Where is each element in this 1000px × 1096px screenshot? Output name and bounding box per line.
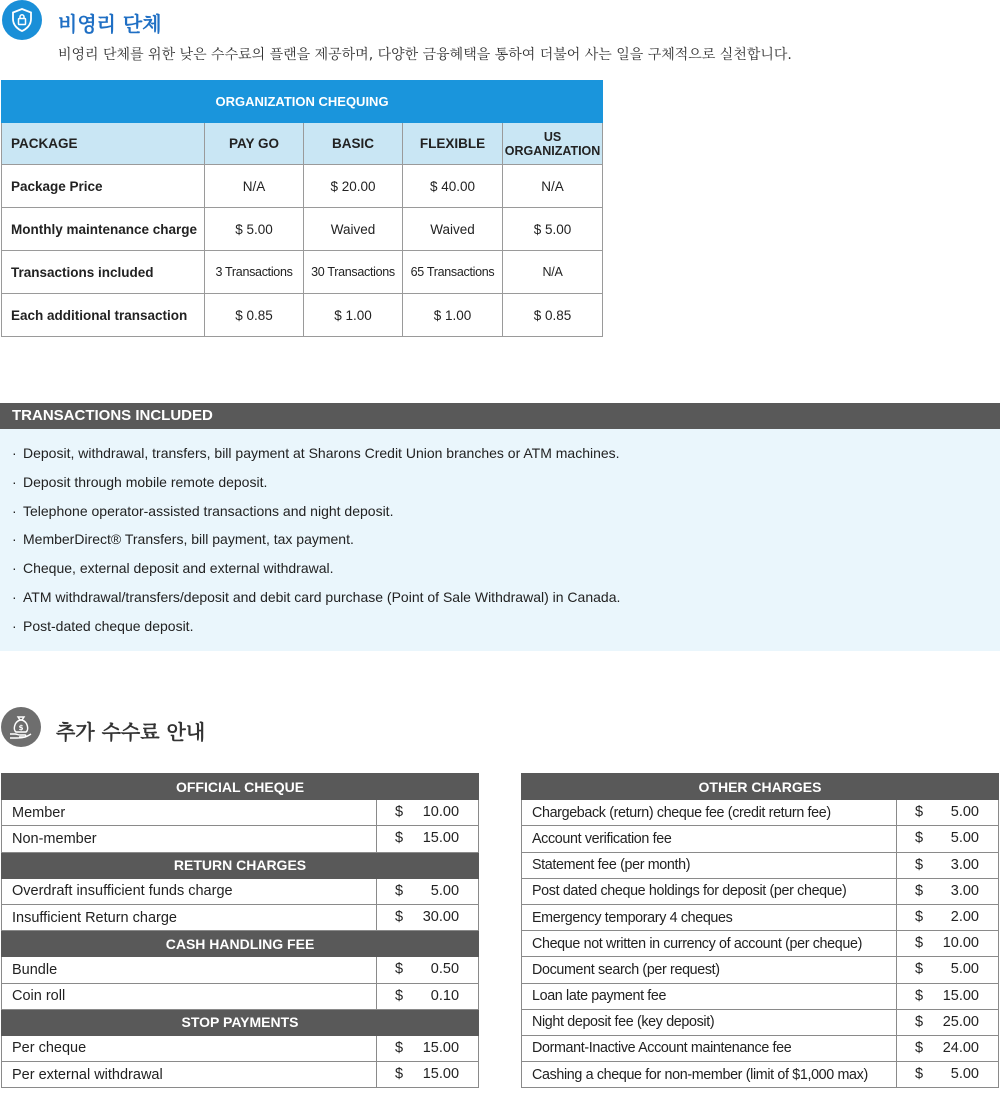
fee-row — [2, 1035, 479, 1061]
table-row — [2, 165, 603, 208]
currency-symbol: $ — [915, 908, 924, 925]
fee-section-title: CASH HANDLING FEE — [2, 931, 479, 957]
fee-row — [2, 1062, 479, 1088]
fee-label: Loan late payment fee — [522, 983, 897, 1009]
fee-amount-cell — [377, 957, 479, 983]
fee-section-title: RETURN CHARGES — [2, 852, 479, 878]
fee-amount-cell — [377, 1062, 479, 1088]
fee-row — [522, 878, 999, 904]
list-item — [12, 617, 1000, 646]
fee-amount-cell — [377, 878, 479, 904]
fee-label: Member — [2, 800, 377, 826]
shield-lock-icon — [2, 0, 42, 40]
currency-symbol: $ — [395, 1066, 404, 1083]
transactions-included-header: TRANSACTIONS INCLUDED — [0, 403, 1000, 429]
fee-amount: 5.00 — [950, 830, 979, 847]
table-cell: $ 1.00 — [304, 294, 403, 337]
fee-row — [522, 1062, 999, 1088]
fee-amount: 10.00 — [942, 935, 979, 952]
fee-amount: 15.00 — [422, 830, 460, 847]
list-item-text: MemberDirect® Transfers, bill payment, tax payment. — [23, 531, 354, 548]
fee-row — [522, 957, 999, 983]
fee-amount-cell — [377, 826, 479, 852]
fee-label: Statement fee (per month) — [522, 852, 897, 878]
list-item — [12, 588, 1000, 617]
fees-left-table — [1, 773, 479, 1088]
fee-row — [2, 878, 479, 904]
table-cell: Waived — [304, 208, 403, 251]
fee-label: Per external withdrawal — [2, 1062, 377, 1088]
fee-amount: 3.00 — [950, 856, 979, 873]
fee-amount: 15.00 — [422, 1066, 460, 1083]
transactions-included-box — [0, 429, 1000, 651]
fee-amount-cell — [897, 931, 999, 957]
fee-amount: 25.00 — [942, 1013, 979, 1030]
bullet: · — [12, 560, 17, 577]
money-bag-hand-icon — [1, 707, 41, 747]
column-header: PACKAGE — [2, 123, 205, 165]
currency-symbol: $ — [915, 1039, 924, 1056]
currency-symbol: $ — [915, 882, 924, 899]
other-charges-table — [521, 773, 999, 1088]
table-cell: N/A — [503, 165, 603, 208]
fee-row — [2, 800, 479, 826]
fee-amount: 5.00 — [950, 804, 979, 821]
table-row — [2, 294, 603, 337]
fee-amount-cell — [897, 1062, 999, 1088]
list-item — [12, 444, 1000, 473]
bullet: · — [12, 588, 17, 605]
section-header-row — [2, 774, 479, 800]
fee-amount: 0.10 — [430, 987, 460, 1004]
currency-symbol: $ — [915, 1013, 924, 1030]
table-cell: $ 20.00 — [304, 165, 403, 208]
column-header: US ORGANIZATION — [503, 123, 603, 165]
currency-symbol: $ — [915, 935, 924, 952]
table-cell: $ 5.00 — [205, 208, 304, 251]
fee-amount: 10.00 — [422, 804, 460, 821]
table-cell: $ 5.00 — [503, 208, 603, 251]
currency-symbol: $ — [915, 961, 924, 978]
row-label: Monthly maintenance charge — [2, 208, 205, 251]
fee-row — [522, 1009, 999, 1035]
currency-symbol: $ — [395, 1039, 404, 1056]
column-header: PAY GO — [205, 123, 304, 165]
fee-label: Emergency temporary 4 cheques — [522, 904, 897, 930]
fee-amount-cell — [377, 983, 479, 1009]
list-item — [12, 530, 1000, 559]
currency-symbol: $ — [395, 987, 404, 1004]
fee-amount-cell — [897, 904, 999, 930]
fee-label: Non-member — [2, 826, 377, 852]
fee-label: Dormant-Inactive Account maintenance fee — [522, 1035, 897, 1061]
fee-amount-cell — [897, 878, 999, 904]
currency-symbol: $ — [915, 1066, 924, 1083]
fee-row — [522, 800, 999, 826]
table-cell: N/A — [205, 165, 304, 208]
fee-amount-cell — [377, 800, 479, 826]
fee-amount-cell — [897, 957, 999, 983]
list-item-text: Deposit through mobile remote deposit. — [23, 473, 268, 490]
transactions-list — [0, 429, 1000, 646]
table-caption: ORGANIZATION CHEQUING — [2, 81, 603, 123]
fee-amount: 5.00 — [950, 961, 979, 978]
bullet: · — [12, 617, 17, 634]
column-header: FLEXIBLE — [403, 123, 503, 165]
fee-label: Account verification fee — [522, 826, 897, 852]
table-row — [2, 208, 603, 251]
list-item — [12, 502, 1000, 531]
fee-amount: 15.00 — [942, 987, 979, 1004]
table-cell: 3 Transactions — [205, 251, 304, 294]
fee-label: Overdraft insufficient funds charge — [2, 878, 377, 904]
table-row — [2, 251, 603, 294]
fee-amount-cell — [897, 983, 999, 1009]
fee-label: Cheque not written in currency of account (per cheque) — [522, 931, 897, 957]
currency-symbol: $ — [915, 987, 924, 1004]
fee-amount: 5.00 — [950, 1066, 979, 1083]
fee-amount: 15.00 — [422, 1039, 460, 1056]
fee-section-title: STOP PAYMENTS — [2, 1009, 479, 1035]
organization-chequing-table — [1, 80, 603, 337]
section-header-row — [2, 931, 479, 957]
fee-label: Chargeback (return) cheque fee (credit return fee) — [522, 800, 897, 826]
fee-section-title: OFFICIAL CHEQUE — [2, 774, 479, 800]
fee-label: Insufficient Return charge — [2, 904, 377, 930]
column-header: BASIC — [304, 123, 403, 165]
fee-amount: 3.00 — [950, 882, 979, 899]
currency-symbol: $ — [395, 804, 404, 821]
section-header-row — [522, 774, 999, 800]
bullet: · — [12, 445, 17, 461]
list-item — [12, 473, 1000, 502]
table-cell: $ 0.85 — [205, 294, 304, 337]
section-description: 비영리 단체를 위한 낮은 수수료의 플랜을 제공하며, 다양한 금융혜택을 통하여 더불어 사는 일을 구체적으로 실천합니다. — [58, 47, 792, 63]
list-item-text: Telephone operator-assisted transactions and night deposit. — [23, 502, 394, 519]
list-item-text: Post-dated cheque deposit. — [23, 617, 194, 634]
currency-symbol: $ — [395, 830, 404, 847]
fee-row — [2, 957, 479, 983]
fee-label: Night deposit fee (key deposit) — [522, 1009, 897, 1035]
currency-symbol: $ — [395, 961, 404, 978]
fee-amount-cell — [377, 1035, 479, 1061]
fee-amount: 5.00 — [430, 882, 460, 899]
fee-amount: 24.00 — [942, 1039, 979, 1056]
fee-label: Cashing a cheque for non-member (limit of $1,000 max) — [522, 1062, 897, 1088]
section-header-row — [2, 1009, 479, 1035]
fee-row — [522, 852, 999, 878]
fee-label: Coin roll — [2, 983, 377, 1009]
row-label: Each additional transaction — [2, 294, 205, 337]
currency-symbol: $ — [395, 908, 404, 925]
list-item-text: Deposit, withdrawal, transfers, bill payment at Sharons Credit Union branches or ATM machines. — [23, 445, 620, 461]
list-item — [12, 559, 1000, 588]
table-cell: $ 40.00 — [403, 165, 503, 208]
bullet: · — [12, 502, 17, 519]
bullet: · — [12, 473, 17, 490]
table-cell: 30 Transactions — [304, 251, 403, 294]
table-cell: N/A — [503, 251, 603, 294]
fee-row — [2, 983, 479, 1009]
fee-amount: 2.00 — [950, 908, 979, 925]
section-header-row — [2, 852, 479, 878]
fee-amount-cell — [897, 1009, 999, 1035]
row-label: Package Price — [2, 165, 205, 208]
fee-row — [522, 904, 999, 930]
section-title: 비영리 단체 — [58, 12, 162, 36]
fee-section-title: OTHER CHARGES — [522, 774, 999, 800]
bullet: · — [12, 531, 17, 548]
fee-amount: 30.00 — [422, 908, 460, 925]
table-cell: Waived — [403, 208, 503, 251]
currency-symbol: $ — [395, 882, 404, 899]
section-title-fees: 추가 수수료 안내 — [56, 720, 206, 744]
fee-amount-cell — [897, 852, 999, 878]
fee-row — [522, 1035, 999, 1061]
svg-text:$: $ — [18, 724, 24, 732]
fee-amount-cell — [377, 904, 479, 930]
fee-label: Post dated cheque holdings for deposit (per cheque) — [522, 878, 897, 904]
fee-label: Per cheque — [2, 1035, 377, 1061]
fee-label: Document search (per request) — [522, 957, 897, 983]
fee-row — [522, 826, 999, 852]
fee-amount-cell — [897, 1035, 999, 1061]
currency-symbol: $ — [915, 804, 924, 821]
fee-row — [2, 904, 479, 930]
table-cell: 65 Transactions — [403, 251, 503, 294]
row-label: Transactions included — [2, 251, 205, 294]
list-item-text: Cheque, external deposit and external withdrawal. — [23, 560, 334, 577]
fee-row — [522, 983, 999, 1009]
table-cell: $ 0.85 — [503, 294, 603, 337]
list-item-text: ATM withdrawal/transfers/deposit and debit card purchase (Point of Sale Withdrawal) in Canada. — [23, 588, 621, 605]
currency-symbol: $ — [915, 830, 924, 847]
fee-row — [2, 826, 479, 852]
fee-label: Bundle — [2, 957, 377, 983]
table-cell: $ 1.00 — [403, 294, 503, 337]
fee-row — [522, 931, 999, 957]
fee-amount-cell — [897, 826, 999, 852]
fee-amount-cell — [897, 800, 999, 826]
currency-symbol: $ — [915, 856, 924, 873]
fee-amount: 0.50 — [430, 961, 460, 978]
